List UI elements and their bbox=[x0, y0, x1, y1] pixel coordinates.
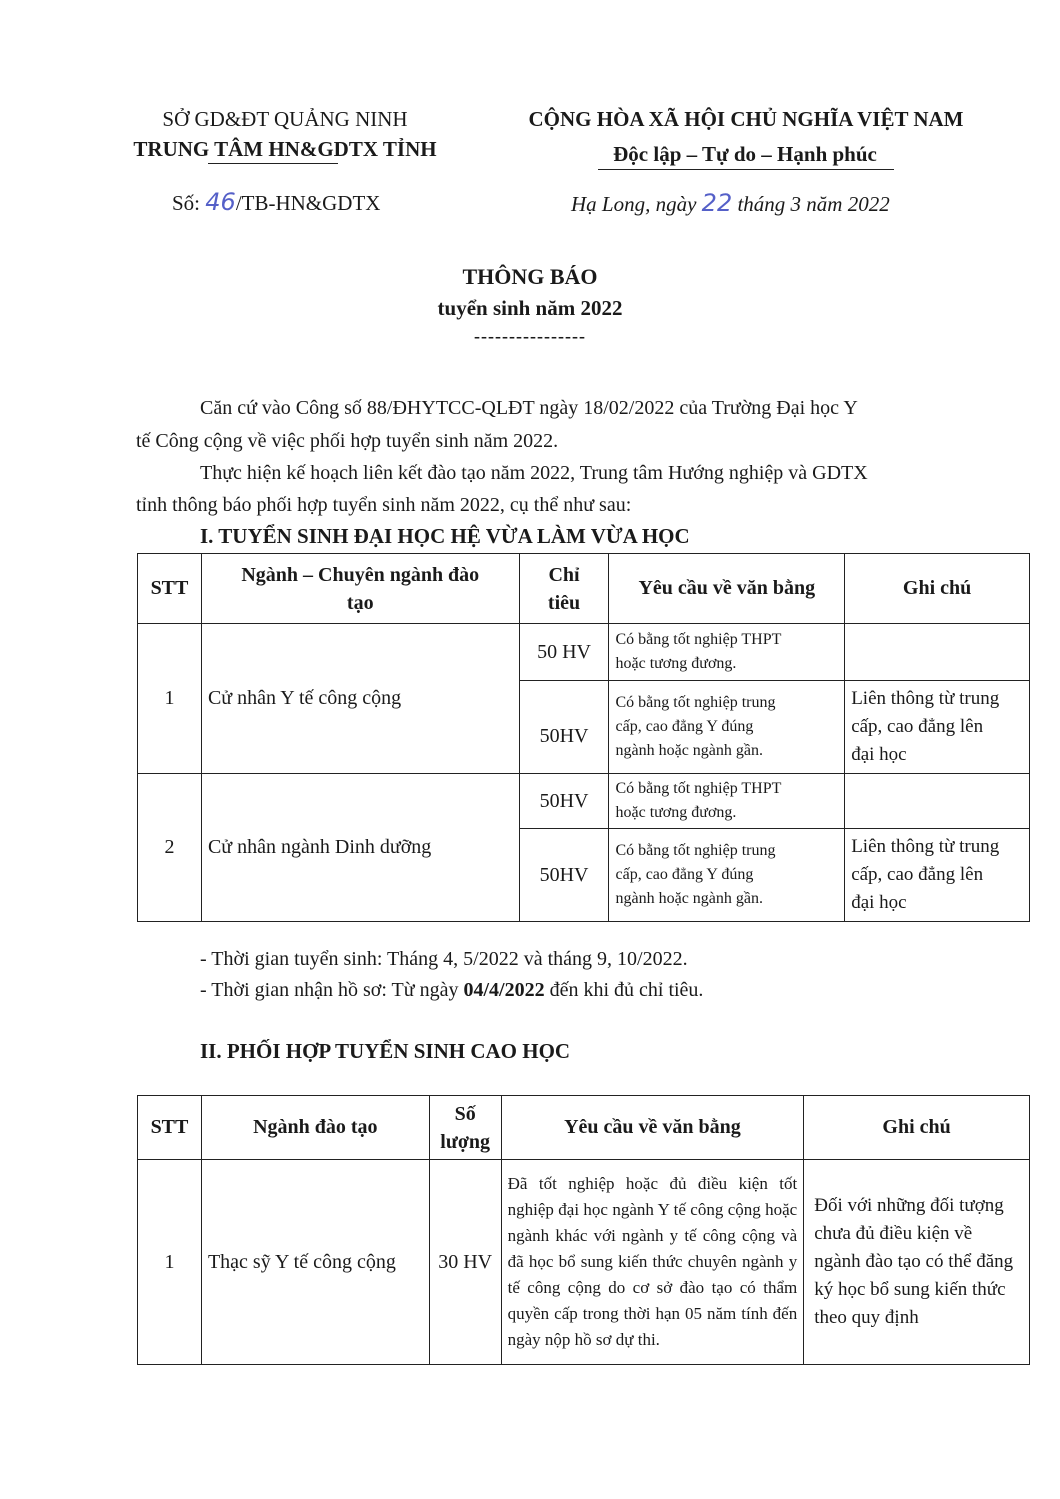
section1-heading: I. TUYỂN SINH ĐẠI HỌC HỆ VỪA LÀM VỪA HỌC bbox=[200, 524, 690, 548]
row-quota: 50HV bbox=[519, 681, 609, 774]
intro-p1-line2: tế Công cộng về việc phối hợp tuyển sinh năm 2022. bbox=[136, 430, 559, 452]
org-underline bbox=[208, 163, 338, 164]
section2-table bbox=[137, 1095, 1030, 1365]
col-quota: Chỉ tiêu bbox=[519, 554, 609, 624]
col-note: Ghi chú bbox=[804, 1096, 1030, 1160]
table-header-row bbox=[138, 554, 1030, 624]
title-divider: ---------------- bbox=[474, 326, 586, 346]
row-quota: 50HV bbox=[519, 774, 609, 829]
receive-time: - Thời gian nhận hồ sơ: Từ ngày 04/4/2022 đến khi đủ chỉ tiêu. bbox=[200, 979, 704, 1001]
row-quota: 50HV bbox=[519, 829, 609, 922]
section2-heading: II. PHỐI HỢP TUYỂN SINH CAO HỌC bbox=[200, 1039, 571, 1063]
nation-underline bbox=[598, 169, 894, 170]
enrollment-time: - Thời gian tuyển sinh: Tháng 4, 5/2022 và tháng 9, 10/2022. bbox=[200, 948, 688, 970]
row-quantity: 30 HV bbox=[429, 1160, 501, 1365]
row-requirement: Có bằng tốt nghiệp THPT hoặc tương đương. bbox=[609, 624, 845, 681]
col-requirement: Yêu cầu về văn bằng bbox=[501, 1096, 804, 1160]
col-major: Ngành – Chuyên ngành đào tạo bbox=[201, 554, 519, 624]
row-note: Liên thông từ trung cấp, cao đẳng lên đại học bbox=[845, 829, 1030, 922]
org-line2: TRUNG TÂM HN&GDTX TỈNH bbox=[133, 137, 437, 161]
row-requirement: Có bằng tốt nghiệp trung cấp, cao đẳng Y đúng ngành hoặc ngành gần. bbox=[609, 681, 845, 774]
document-date: Hạ Long, ngày 22 tháng 3 năm 2022 bbox=[571, 189, 890, 217]
section1-table bbox=[137, 553, 1030, 922]
handwritten-day: 22 bbox=[701, 189, 733, 217]
table-row bbox=[138, 774, 1030, 829]
row-stt: 2 bbox=[138, 774, 202, 922]
row-requirement: Có bằng tốt nghiệp THPT hoặc tương đương. bbox=[609, 774, 845, 829]
org-line1: SỞ GD&ĐT QUẢNG NINH bbox=[162, 107, 408, 131]
row-note: Liên thông từ trung cấp, cao đẳng lên đại học bbox=[845, 681, 1030, 774]
row-quota: 50 HV bbox=[519, 624, 609, 681]
row-major: Cử nhân ngành Dinh dưỡng bbox=[201, 774, 519, 922]
table-header-row bbox=[138, 1096, 1030, 1160]
col-quantity: Số lượng bbox=[429, 1096, 501, 1160]
row-stt: 1 bbox=[138, 624, 202, 774]
row-major: Cử nhân Y tế công cộng bbox=[201, 624, 519, 774]
row-note bbox=[845, 624, 1030, 681]
row-stt: 1 bbox=[138, 1160, 202, 1365]
intro-p1-line1: Căn cứ vào Công số 88/ĐHYTCC-QLĐT ngày 18/02/2022 của Trường Đại học Y bbox=[200, 397, 858, 419]
intro-p2-line2: tỉnh thông báo phối hợp tuyển sinh năm 2022, cụ thể như sau: bbox=[136, 494, 632, 516]
document-number: Số: 46/TB-HN&GDTX bbox=[172, 188, 381, 216]
row-note: Đối với những đối tượng chưa đủ điều kiện về ngành đào tạo có thể đăng ký học bổ sung kiến thức theo quy định bbox=[804, 1160, 1030, 1365]
col-stt: STT bbox=[138, 554, 202, 624]
handwritten-number: 46 bbox=[205, 188, 236, 216]
page-subtitle: tuyển sinh năm 2022 bbox=[437, 296, 623, 320]
col-stt: STT bbox=[138, 1096, 202, 1160]
col-note: Ghi chú bbox=[845, 554, 1030, 624]
row-major: Thạc sỹ Y tế công cộng bbox=[201, 1160, 429, 1365]
col-major: Ngành đào tạo bbox=[201, 1096, 429, 1160]
row-note bbox=[845, 774, 1030, 829]
table-row bbox=[138, 1160, 1030, 1365]
page-title: THÔNG BÁO bbox=[462, 264, 598, 289]
nation-line2: Độc lập – Tự do – Hạnh phúc bbox=[613, 142, 877, 166]
col-requirement: Yêu cầu về văn bằng bbox=[609, 554, 845, 624]
row-requirement: Có bằng tốt nghiệp trung cấp, cao đẳng Y đúng ngành hoặc ngành gần. bbox=[609, 829, 845, 922]
intro-p2-line1: Thực hiện kế hoạch liên kết đào tạo năm 2022, Trung tâm Hướng nghiệp và GDTX bbox=[200, 462, 868, 484]
row-requirement: Đã tốt nghiệp hoặc đủ điều kiện tốt nghiệp đại học ngành Y tế công cộng hoặc ngành khác với ngành y tế công cộng và đã học bổ sung kiến thức chuyên ngành y tế công cộng do cơ sở đào tạo có thẩm quyền cấp trong thời hạn 05 năm tính đến ngày nộp hồ sơ dự thi. bbox=[501, 1160, 804, 1365]
nation-line1: CỘNG HÒA XÃ HỘI CHỦ NGHĨA VIỆT NAM bbox=[528, 107, 964, 131]
table-row bbox=[138, 624, 1030, 681]
